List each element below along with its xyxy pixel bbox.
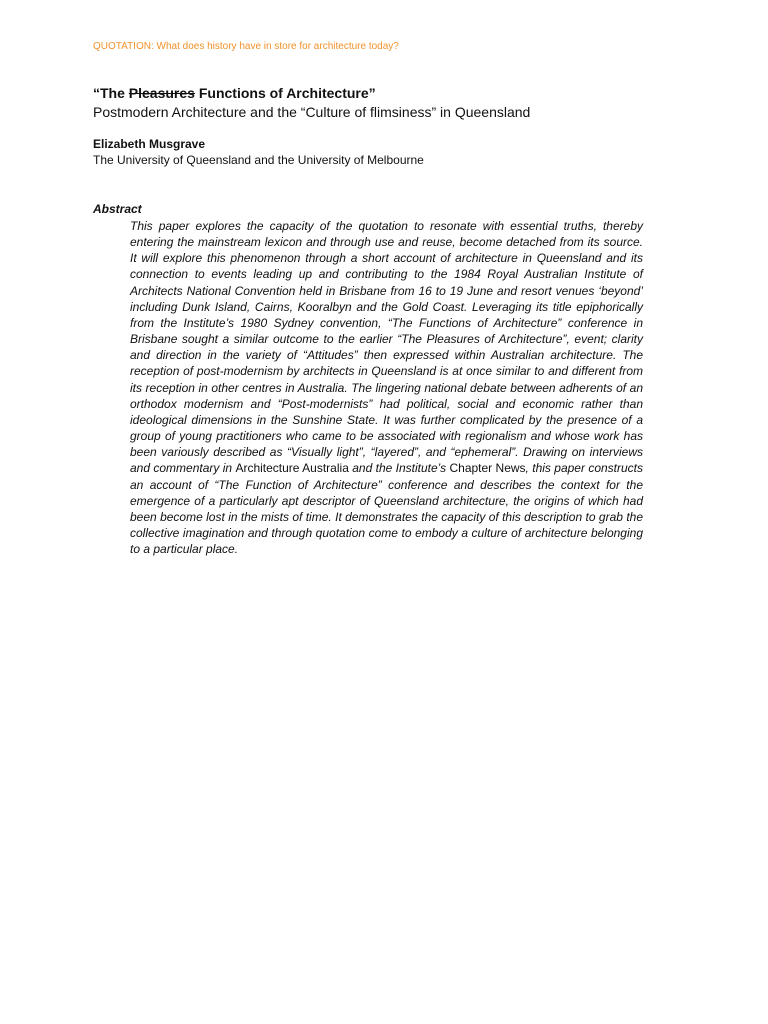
- paper-subtitle: Postmodern Architecture and the “Culture of flimsiness” in Queensland: [93, 104, 531, 120]
- title-struck-word: Pleasures: [128, 85, 195, 101]
- author-affiliation: The University of Queensland and the University of Melbourne: [93, 153, 424, 167]
- abstract-body: [130, 218, 643, 557]
- abstract-text-part-3: , this paper constructs an account of “The Function of Architecture” conference and describes the context for the emergence of a particularly apt descriptor of Queensland architecture, the origins of which had been become lost in the mists of time. It demonstrates the capacity of this description to grab the collective imagination and through quotation come to embody a culture of architecture belonging to a particular place.: [130, 461, 644, 557]
- abstract-publication-2: Chapter News: [449, 461, 526, 476]
- abstract-heading: Abstract: [93, 202, 142, 216]
- title-rest: Functions of Architecture”: [194, 85, 376, 101]
- abstract-text-part-2: and the Institute’s: [348, 461, 450, 476]
- quotation-header-note: QUOTATION: What does history have in store for architecture today?: [93, 41, 399, 52]
- abstract-publication-1: Architecture Australia: [235, 461, 349, 476]
- author-name: Elizabeth Musgrave: [93, 137, 206, 151]
- abstract-text-part-1: This paper explores the capacity of the quotation to resonate with essential truths, thereby entering the mainstream lexicon and through use and reuse, become detached from its source. It will explore this phenomenon through a short account of architecture in Queensland and its connection to events leading up and contributing to the 1984 Royal Australian Institute of Architects National Convention held in Brisbane from 16 to 19 June and resort venues ‘beyond’ including Dunk Island, Cairns, Kooralbyn and the Gold Coast. Leveraging its title epiphorically from the Institute’s 1980 Sydney convention, “The Functions of Architecture” conference in Brisbane sought a similar outcome to the earlier “The Pleasures of Architecture”, event; clarity and direction in the variety of “Attitudes” then expressed within Australian architecture. The reception of post-modernism by architects in Queensland is at once similar to and different from its reception in other centres in Australia. The lingering national debate between adherents of an orthodox modernism and “Post-modernists” had political, social and economic rather than ideological dimensions in the Sunshine State. It was further complicated by the presence of a group of young practitioners who came to be associated with regionalism and whose work has been variously described as “Visually light”, “layered”, and “ephemeral”. Drawing on interviews and commentary in: [130, 219, 643, 476]
- paper-title: [93, 85, 376, 101]
- title-open: “The: [93, 85, 129, 101]
